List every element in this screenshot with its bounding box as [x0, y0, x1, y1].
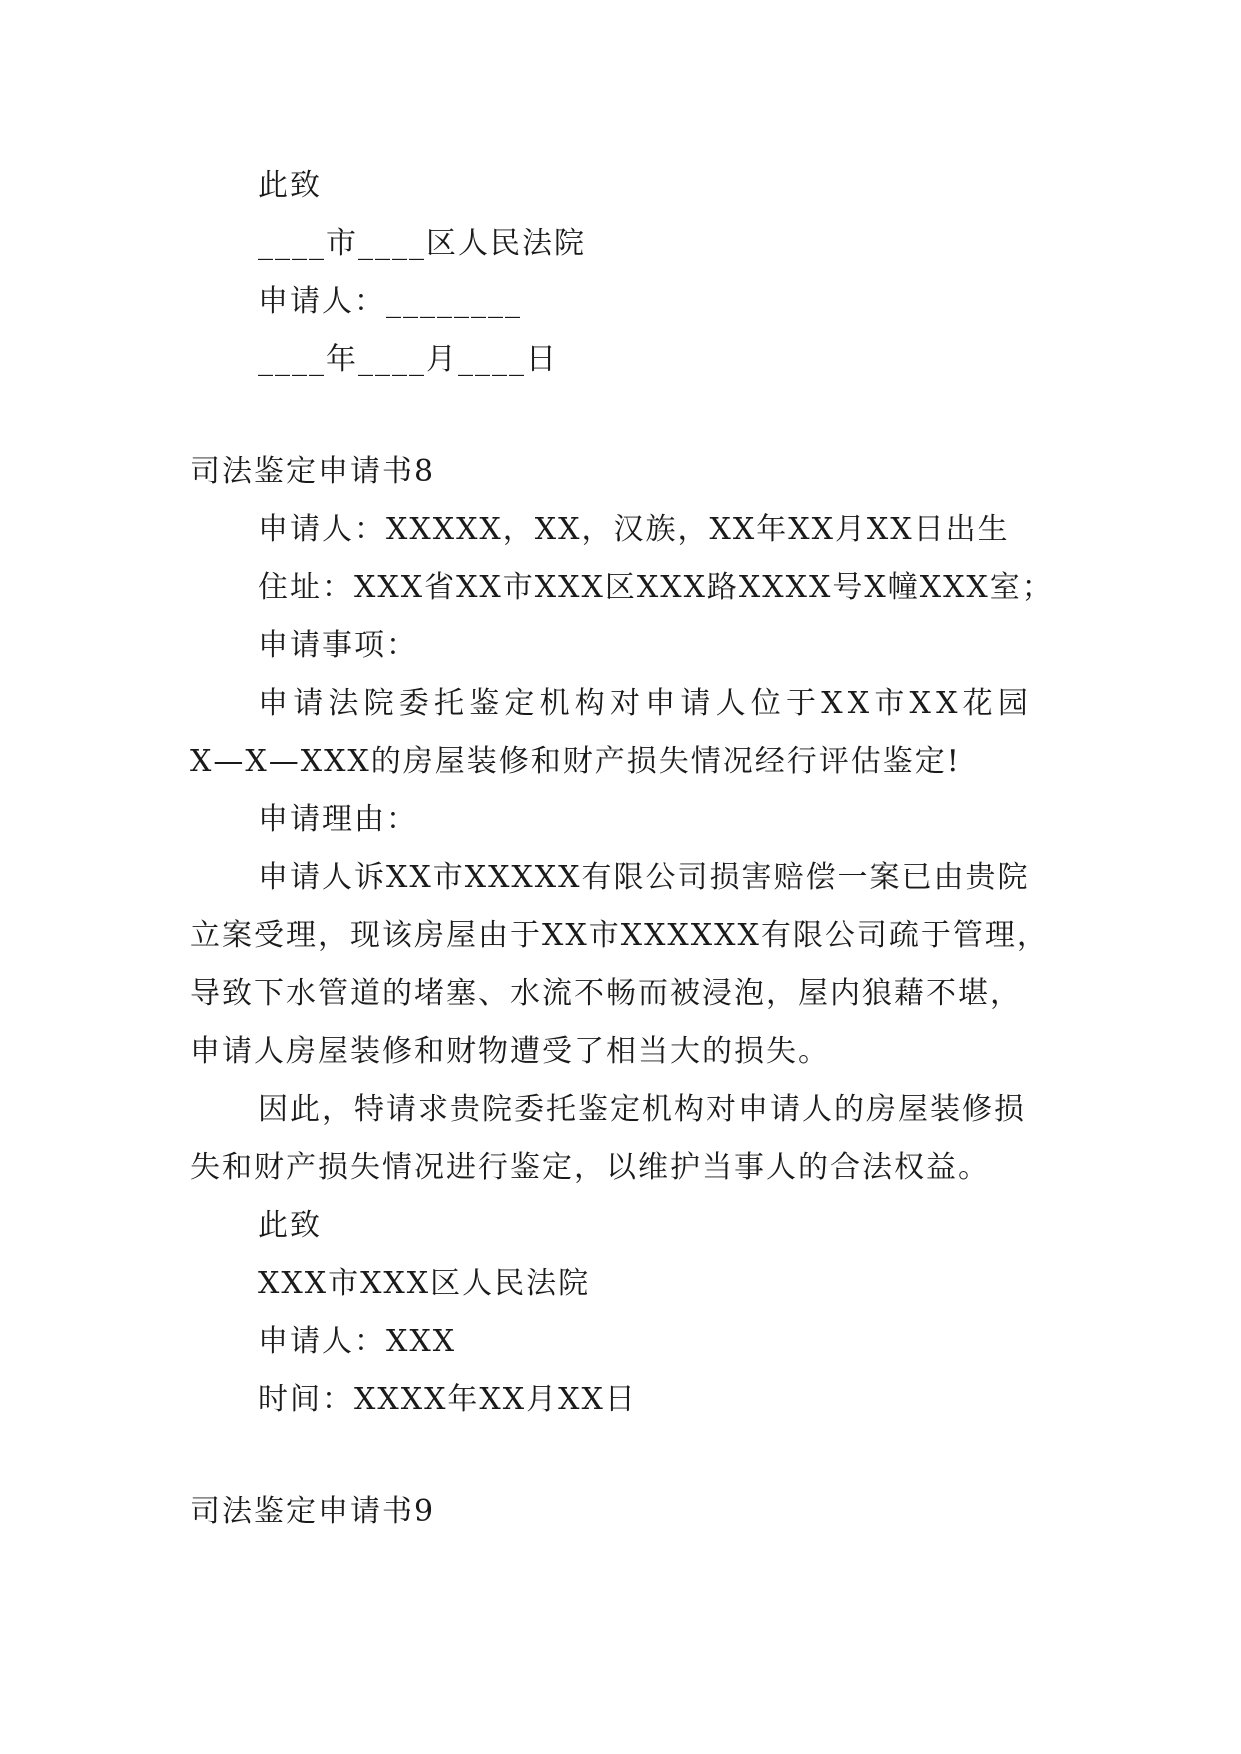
- request-text-line: 因此，特请求贵院委托鉴定机构对申请人的房屋装修损: [258, 1092, 1026, 1127]
- closing-applicant: 申请人：________: [258, 284, 522, 319]
- reasons-text-line: 导致下水管道的堵塞、水流不畅而被浸泡，屋内狼藉不堪，: [190, 976, 1022, 1011]
- applicant-signature: 申请人：XXX: [258, 1324, 457, 1359]
- applicant-address: 住址：XXX省XX市XXX区XXX路XXXX号X幢XXX室；: [258, 570, 1054, 605]
- date-line: 时间：XXXX年XX月XX日: [258, 1382, 637, 1417]
- applicant-info: 申请人：XXXXX，XX，汉族，XX年XX月XX日出生: [258, 512, 1010, 547]
- section-title-9: 司法鉴定申请书9: [190, 1494, 436, 1529]
- closing-court: ____市____区人民法院: [258, 226, 586, 261]
- court-name: XXX市XXX区人民法院: [258, 1266, 591, 1301]
- reasons-heading: 申请理由：: [258, 802, 418, 837]
- section-title-8: 司法鉴定申请书8: [190, 454, 436, 489]
- request-text-line: 失和财产损失情况进行鉴定，以维护当事人的合法权益。: [190, 1150, 990, 1185]
- reasons-text-line: 立案受理，现该房屋由于XX市XXXXXX有限公司疏于管理，: [190, 918, 1049, 953]
- closing-salutation: 此致: [258, 168, 322, 203]
- closing-date: ____年____月____日: [258, 342, 558, 377]
- reasons-text-line: 申请人房屋装修和财物遭受了相当大的损失。: [190, 1034, 830, 1069]
- matters-text-line: 申请法院委托鉴定机构对申请人位于XX市XX花园: [258, 686, 1034, 721]
- matters-text-line: X—X—XXX的房屋装修和财产损失情况经行评估鉴定!: [190, 744, 961, 779]
- salutation: 此致: [258, 1208, 322, 1243]
- matters-heading: 申请事项：: [258, 628, 418, 663]
- reasons-text-line: 申请人诉XX市XXXXX有限公司损害赔偿一案已由贵院: [258, 860, 1030, 895]
